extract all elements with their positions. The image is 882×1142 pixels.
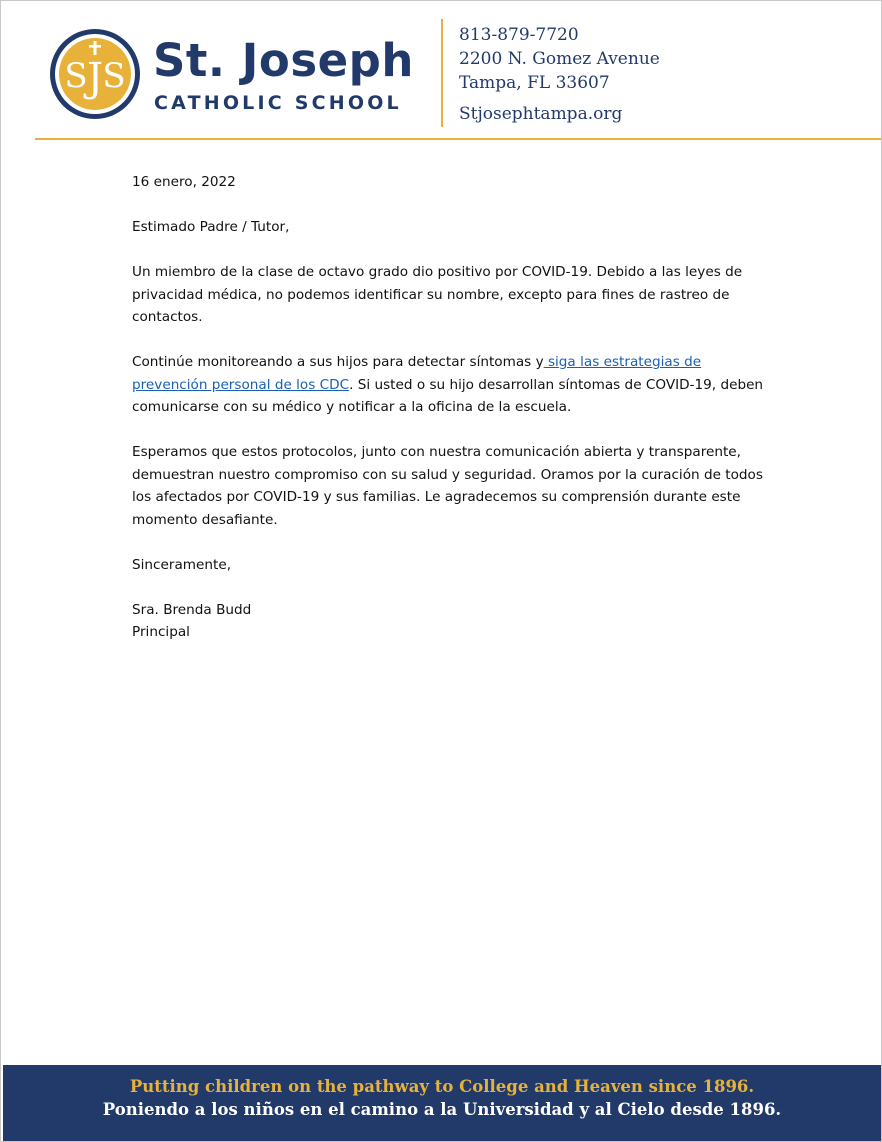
footer-tagline-english: Putting children on the pathway to College and Heaven since 1896. [129,1077,755,1096]
cdc-prevention-link[interactable]: siga las estrategias de prevención personal de los CDC [132,354,702,393]
letter-paragraph-1: Un miembro de la clase de octavo grado dio positivo por COVID-19. Debido a las leyes de privacidad médica, no podemos identificar su nombre, excepto para fines de rastreo de contactos. [132,264,743,325]
letter-date: 16 enero, 2022 [132,174,236,190]
letterhead-rule [35,138,882,140]
footer-tagline-spanish: Poniendo a los niños en el camino a la Universidad y al Cielo desde 1896. [102,1100,782,1119]
contact-block [459,23,660,126]
letter-closing: Sinceramente, [132,556,232,573]
letter-salutation: Estimado Padre / Tutor, [132,219,290,235]
address-line-1: 2200 N. Gomez Avenue [459,49,660,69]
paragraph-2-text-after-link: . Si usted o su hijo desarrollan síntomas de COVID-19, deben comunicarse con su médico y notificar a la oficina de la escuela. [132,376,764,415]
website: Stjosephtampa.org [459,104,623,124]
phone-number: 813-879-7720 [459,25,579,45]
address-line-2: Tampa, FL 33607 [459,73,610,93]
svg-text:S: S [64,56,88,96]
school-subtitle: CATHOLIC SCHOOL [154,92,402,114]
paragraph-2-text-before-link: Continúe monitoreando a sus hijos para detectar síntomas y [132,354,544,370]
letter-body [132,171,772,644]
svg-text:J: J [86,55,104,101]
school-name: St. Joseph [153,34,414,87]
signer-name: Sra. Brenda Budd [132,601,252,618]
letterhead-divider [441,19,443,127]
svg-text:S: S [102,56,126,96]
signer-title: Principal [132,624,190,640]
footer-banner [3,1065,881,1141]
school-seal-logo [48,27,142,121]
letter-paragraph-2 [132,351,772,419]
letter-paragraph-3: Esperamos que estos protocolos, junto con nuestra comunicación abierta y transparente, demuestran nuestro compromiso con su salud y seguridad. Oramos por la curación de todos los afectados por COVID-19 y sus familias. Le agradecemos su comprensión durante este momento desafiante. [132,444,763,528]
